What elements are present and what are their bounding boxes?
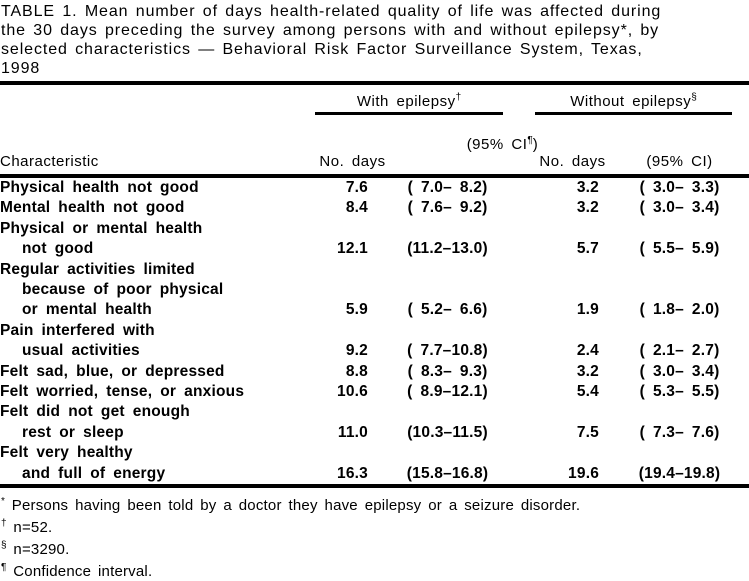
- row-gap: [505, 260, 535, 280]
- row-gap: [505, 239, 535, 259]
- footnote-marker: *: [1, 496, 5, 508]
- with-ci-value: ( 8.3– 9.3): [407, 362, 488, 380]
- table-row: [0, 260, 749, 280]
- without-days-value: 3.2: [576, 179, 600, 196]
- with-ci-value: (11.2–13.0): [407, 240, 488, 258]
- table-title: [0, 0, 749, 85]
- without-ci-value: ( 5.3– 5.5): [639, 383, 720, 401]
- section-footnote-marker: §: [691, 92, 697, 103]
- without-ci-value: [610, 321, 749, 341]
- group-header-row: [0, 85, 749, 115]
- footnote-text: n=3290.: [6, 541, 70, 559]
- row-label: because of poor physical: [22, 281, 224, 299]
- data-table: [0, 85, 749, 488]
- without-days-value: [535, 219, 610, 239]
- without-days-value: 1.9: [576, 301, 600, 319]
- footnote: [1, 493, 749, 515]
- dagger-footnote-marker: †: [455, 92, 462, 103]
- row-gap: [505, 341, 535, 361]
- table-row: [0, 321, 749, 341]
- without-ci-value: ( 1.8– 2.0): [639, 301, 720, 319]
- row-gap: [505, 321, 535, 341]
- with-ci-value: [390, 402, 505, 422]
- row-gap: [505, 176, 535, 198]
- group-gap: [505, 85, 535, 115]
- table-row: [0, 280, 749, 300]
- without-ci-value: [610, 402, 749, 422]
- row-gap: [505, 423, 535, 443]
- row-gap: [505, 362, 535, 382]
- without-ci-value: ( 5.5– 5.9): [639, 240, 720, 258]
- with-ci-value: ( 8.9–12.1): [407, 383, 488, 401]
- col-with-days: No. days: [315, 115, 390, 176]
- col-characteristic: Characteristic: [0, 115, 315, 176]
- group-without-epilepsy-label: Without epilepsy: [570, 93, 692, 110]
- with-days-value: 16.3: [337, 464, 368, 482]
- row-gap: [505, 280, 535, 300]
- col-with-ci: [390, 115, 539, 176]
- with-days-value: 9.2: [345, 342, 368, 360]
- table-row: [0, 198, 749, 218]
- table-row: [0, 402, 749, 422]
- row-label: usual activities: [22, 342, 140, 360]
- without-ci-value: [610, 443, 749, 463]
- title-line-1: TABLE 1. Mean number of days health-related quality of life was affected during: [1, 3, 662, 20]
- row-label: Physical health not good: [0, 179, 199, 196]
- with-days-value: [315, 260, 390, 280]
- without-days-value: [535, 402, 610, 422]
- with-ci-value: [390, 219, 505, 239]
- row-gap: [505, 382, 535, 402]
- without-days-value: 7.5: [576, 423, 600, 441]
- row-label: Felt very healthy: [0, 444, 133, 462]
- without-days-value: 3.2: [576, 362, 600, 380]
- without-ci-value: ( 7.3– 7.6): [639, 423, 720, 441]
- without-ci-value: [610, 219, 749, 239]
- with-ci-value: (15.8–16.8): [406, 464, 489, 482]
- with-ci-value: [390, 280, 505, 300]
- row-label: rest or sleep: [22, 423, 124, 441]
- row-label: Mental health not good: [0, 199, 185, 217]
- with-ci-value: ( 5.2– 6.6): [407, 301, 488, 319]
- footnotes: [0, 488, 749, 581]
- without-days-value: [535, 260, 610, 280]
- table-row: [0, 341, 749, 361]
- row-label: Pain interfered with: [0, 321, 155, 339]
- without-ci-value: [610, 260, 749, 280]
- row-gap: [505, 464, 535, 486]
- without-ci-value: ( 3.0– 3.4): [639, 362, 720, 380]
- with-ci-value: [390, 260, 505, 280]
- title-line-4: 1998: [1, 60, 41, 77]
- table-row: [0, 464, 749, 486]
- with-ci-value: ( 7.6– 9.2): [407, 199, 488, 217]
- row-label: Regular activities limited: [0, 260, 195, 278]
- col-with-ci-suffix: ): [532, 136, 539, 153]
- row-gap: [505, 219, 535, 239]
- row-gap: [505, 402, 535, 422]
- group-without-epilepsy: [535, 85, 749, 115]
- with-days-value: 12.1: [337, 240, 368, 258]
- table-row: [0, 362, 749, 382]
- with-days-value: [315, 321, 390, 341]
- row-label: Felt worried, tense, or anxious: [0, 383, 245, 401]
- table-row: [0, 443, 749, 463]
- table-row: [0, 176, 749, 198]
- without-days-value: 5.4: [576, 383, 600, 401]
- row-label: Physical or mental health: [0, 219, 203, 237]
- footnote: [1, 537, 749, 559]
- with-ci-value: [390, 321, 505, 341]
- table-row: [0, 423, 749, 443]
- col-with-ci-prefix: (95% CI: [466, 136, 528, 153]
- without-days-value: [535, 280, 610, 300]
- with-days-value: [315, 443, 390, 463]
- table-body: [0, 176, 749, 486]
- group-with-epilepsy-label: With epilepsy: [356, 93, 456, 110]
- with-ci-value: [390, 443, 505, 463]
- table-header: [0, 85, 749, 176]
- pilcrow-footnote-marker: ¶: [527, 135, 533, 146]
- footnote: [1, 515, 749, 537]
- footnote: [1, 559, 749, 581]
- row-label: not good: [22, 240, 94, 258]
- without-days-value: [535, 443, 610, 463]
- table-row: [0, 219, 749, 239]
- footnote-text: Persons having been told by a doctor they have epilepsy or a seizure disorder.: [4, 497, 581, 515]
- row-label: Felt sad, blue, or depressed: [0, 362, 225, 380]
- row-gap: [505, 300, 535, 320]
- col-without-ci: (95% CI): [610, 115, 749, 176]
- footnote-text: Confidence interval.: [6, 563, 153, 581]
- row-label: and full of energy: [22, 464, 166, 482]
- with-ci-value: ( 7.0– 8.2): [407, 179, 488, 196]
- without-days-value: 5.7: [576, 240, 600, 258]
- row-label: or mental health: [22, 301, 152, 319]
- with-days-value: 11.0: [337, 423, 368, 441]
- without-ci-value: [610, 280, 749, 300]
- with-ci-value: (10.3–11.5): [407, 423, 488, 441]
- row-gap: [505, 443, 535, 463]
- without-ci-value: ( 3.0– 3.3): [639, 179, 720, 196]
- title-line-2: the 30 days preceding the survey among persons with and without epilepsy*, by: [1, 22, 660, 39]
- with-days-value: 8.8: [345, 362, 368, 380]
- footnote-marker: §: [1, 540, 7, 552]
- row-label: Felt did not get enough: [0, 403, 190, 421]
- row-gap: [505, 198, 535, 218]
- without-days-value: 3.2: [576, 199, 600, 217]
- with-days-value: 10.6: [337, 383, 368, 401]
- with-days-value: [315, 402, 390, 422]
- table-row: [0, 239, 749, 259]
- without-days-value: 2.4: [576, 342, 600, 360]
- without-ci-value: (19.4–19.8): [638, 464, 721, 482]
- footnote-text: n=52.: [6, 519, 53, 537]
- without-days-value: [535, 321, 610, 341]
- with-days-value: [315, 219, 390, 239]
- title-line-3: selected characteristics — Behavioral Risk Factor Surveillance System, Texas,: [1, 41, 643, 58]
- col-without-days: No. days: [535, 115, 610, 176]
- group-with-epilepsy: [315, 85, 505, 115]
- footnote-marker: †: [1, 518, 7, 530]
- without-ci-value: ( 3.0– 3.4): [639, 199, 720, 217]
- column-header-row: [0, 115, 749, 176]
- table-row: [0, 382, 749, 402]
- table-row: [0, 300, 749, 320]
- with-days-value: 7.6: [345, 179, 368, 196]
- with-days-value: [315, 280, 390, 300]
- with-days-value: 8.4: [345, 199, 368, 217]
- without-ci-value: ( 2.1– 2.7): [639, 342, 720, 360]
- group-header-spacer: [0, 85, 315, 115]
- with-ci-value: ( 7.7–10.8): [407, 342, 488, 360]
- with-days-value: 5.9: [345, 301, 368, 319]
- without-days-value: 19.6: [568, 464, 600, 482]
- footnote-marker: ¶: [1, 562, 7, 574]
